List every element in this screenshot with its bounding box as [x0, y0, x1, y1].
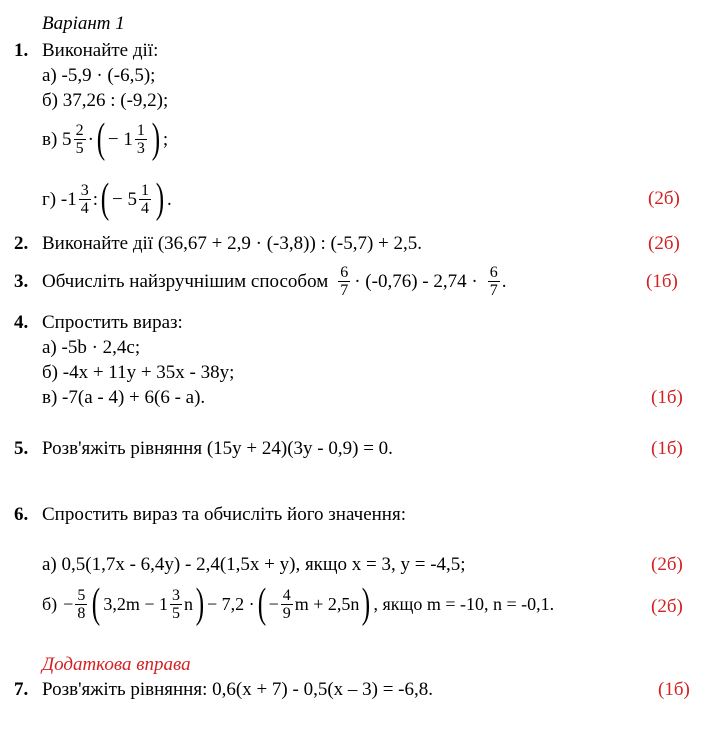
inner-variable: n	[183, 594, 193, 614]
fraction	[488, 264, 500, 299]
suffix: .	[166, 188, 172, 210]
task-1-points: (2б)	[648, 188, 680, 209]
suffix: .	[501, 270, 507, 292]
task-6a-points: (2б)	[651, 554, 683, 575]
task-3-points: (1б)	[646, 271, 678, 292]
task-6b	[42, 578, 554, 630]
task-4-points: (1б)	[651, 387, 683, 408]
denominator: 7	[340, 281, 349, 299]
inner-term: m + 2,5n	[294, 594, 360, 614]
task-6b-prefix: б)	[42, 594, 58, 614]
left-paren: (	[96, 116, 106, 162]
left-paren: (	[92, 581, 101, 627]
task-2-points: (2б)	[648, 233, 680, 254]
numerator: 6	[489, 263, 498, 281]
fraction	[281, 587, 293, 622]
task-7-text: Розв'яжіть рівняння: 0,6(x + 7) - 0,5(x – 3) = -6,8.	[42, 679, 434, 700]
minus-sign: −	[268, 594, 279, 614]
task-4b: б) -4x + 11y + 35x - 38y;	[42, 362, 235, 383]
task-5-text: Розв'яжіть рівняння (15y + 24)(3y - 0,9) = 0.	[42, 438, 393, 459]
middle-term: − 7,2 ·	[206, 594, 255, 614]
task-6-title: Спростить вираз та обчисліть його значення:	[42, 504, 406, 525]
fraction	[139, 182, 151, 217]
fraction	[74, 122, 86, 157]
task-6a: а) 0,5(1,7x - 6,4y) - 2,4(1,5x + y), якщо x = 3, y = -4,5;	[42, 554, 466, 575]
fraction	[170, 587, 182, 622]
task-7-number: 7.	[14, 679, 29, 700]
fraction	[338, 264, 350, 299]
task-4c: в) -7(a - 4) + 6(6 - a).	[42, 387, 206, 408]
task-4-number: 4.	[14, 312, 29, 333]
task-3-text: Обчисліть найзручнішим способом	[42, 270, 329, 292]
task-1b: б) 37,26 : (-9,2);	[42, 90, 169, 111]
denominator: 3	[136, 139, 145, 157]
minus-sign: −	[63, 594, 74, 614]
task-5-points: (1б)	[651, 438, 683, 459]
dot-operator: ·	[87, 128, 94, 150]
numerator: 1	[140, 181, 149, 199]
task-4-title: Спростить вираз:	[42, 312, 183, 333]
right-paren: )	[151, 116, 161, 162]
denominator: 5	[75, 139, 84, 157]
denominator: 4	[140, 199, 149, 217]
extra-exercise-label: Додаткова вправа	[42, 654, 191, 675]
task-4a: а) -5b · 2,4c;	[42, 337, 141, 358]
task-2-text: Виконайте дії (36,67 + 2,9 · (-3,8)) : (-5,7) + 2,5.	[42, 233, 422, 254]
task-3-number: 3.	[14, 271, 29, 292]
variant-title: Варіант 1	[42, 13, 125, 34]
task-5-number: 5.	[14, 438, 29, 459]
fraction	[135, 122, 147, 157]
task-1c	[42, 113, 168, 165]
denominator: 8	[77, 604, 86, 622]
numerator: 3	[171, 586, 180, 604]
task-1-number: 1.	[14, 40, 29, 61]
right-paren: )	[155, 176, 165, 222]
denominator: 9	[282, 604, 291, 622]
fraction	[75, 587, 87, 622]
task-1a: а) -5,9 · (-6,5);	[42, 65, 156, 86]
task-6-number: 6.	[14, 504, 29, 525]
suffix: ;	[162, 128, 169, 150]
task-3-expression	[42, 258, 506, 304]
task-3-mid: · (-0,76) - 2,74 ·	[354, 270, 478, 292]
numerator: 3	[80, 181, 89, 199]
task-7-points: (1б)	[658, 679, 690, 700]
task-1c-prefix: в) 5	[42, 128, 72, 150]
denominator: 7	[489, 281, 498, 299]
left-paren: (	[257, 581, 266, 627]
inner-term: 3,2m − 1	[103, 594, 168, 614]
left-paren: (	[100, 176, 110, 222]
numerator: 4	[282, 586, 291, 604]
task-1d	[42, 173, 172, 225]
mixed-number-whole: − 1	[107, 128, 133, 150]
numerator: 6	[340, 263, 349, 281]
right-paren: )	[195, 581, 205, 627]
task-1-title: Виконайте дії:	[42, 40, 159, 61]
denominator: 5	[171, 604, 180, 622]
colon-operator: :	[92, 188, 98, 210]
numerator: 1	[136, 121, 145, 139]
task-2-number: 2.	[14, 233, 29, 254]
condition: , якщо m = -10, n = -0,1.	[373, 594, 555, 614]
task-6b-points: (2б)	[651, 596, 683, 617]
task-1d-prefix: г) -1	[42, 188, 77, 210]
numerator: 5	[77, 586, 86, 604]
right-paren: )	[362, 581, 371, 627]
denominator: 4	[80, 199, 89, 217]
mixed-number-whole: − 5	[111, 188, 137, 210]
numerator: 2	[75, 121, 84, 139]
fraction	[79, 182, 91, 217]
